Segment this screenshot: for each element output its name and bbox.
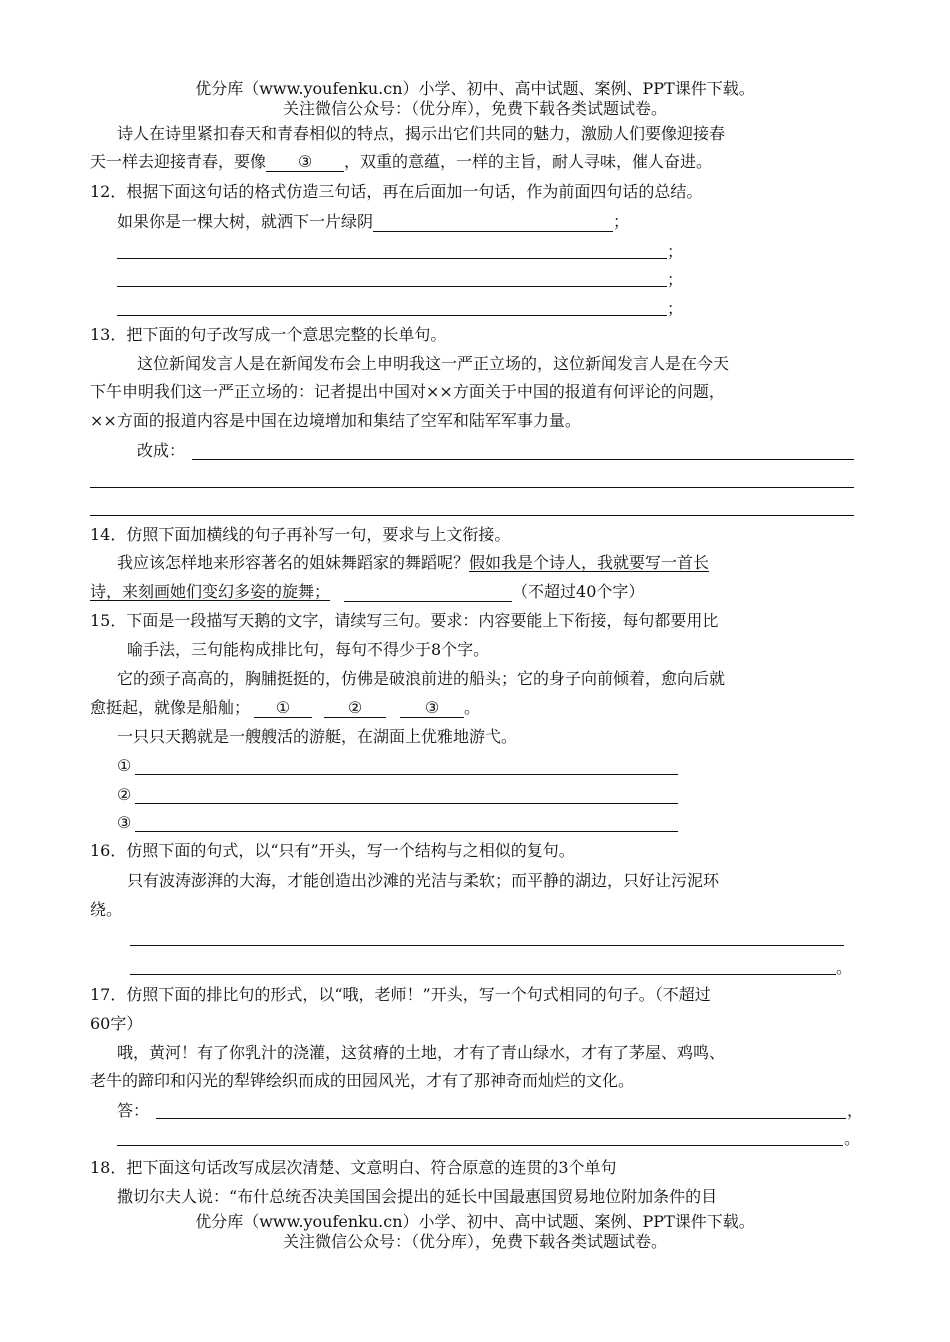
q13-prompt: 13．把下面的句子改写成一个意思完整的长单句。 <box>90 325 447 344</box>
q13-answer-line-3[interactable] <box>90 515 854 516</box>
q12-semicolon-3: ； <box>667 270 684 289</box>
q15-blank-1: ① <box>254 699 312 718</box>
q17-comma: ， <box>847 1101 864 1120</box>
q15-text-3: 一只只天鹅就是一艘艘活的游艇，在湖面上优雅地游弋。 <box>117 727 518 746</box>
q12-answer-line-1[interactable] <box>373 215 613 232</box>
q12-prompt: 12．根据下面这句话的格式仿造三句话，再在后面加一句话，作为前面四句话的总结。 <box>90 182 703 201</box>
q13-answer-line-2[interactable] <box>90 487 854 488</box>
q15-answer-label-1: ① <box>117 756 132 775</box>
q15-text-1: 它的颈子高高的，胸脯挺挺的，仿佛是破浪前进的船头；它的身子向前倾着，愈向后就 <box>117 669 726 688</box>
q13-text-1: 这位新闻发言人是在新闻发布会上申明我这一严正立场的，这位新闻发言人是在今天 <box>137 354 730 373</box>
q13-text-3: ××方面的报道内容是中国在边境增加和集结了空军和陆军军事力量。 <box>90 411 581 430</box>
header-line-2: 关注微信公众号：（优分库），免费下载各类试题试卷。 <box>282 99 667 118</box>
q16-prompt: 16．仿照下面的句式，以“只有”开头，写一个结构与之相似的复句。 <box>90 841 575 860</box>
intro-line-2: 天一样去迎接青春，要像 ③ ，双重的意蕴，一样的主旨，耐人寻味，催人奋进。 <box>90 152 713 171</box>
q17-answer-label: 答： <box>117 1101 150 1120</box>
q12-answer-line-2[interactable] <box>117 258 667 259</box>
intro-line-1: 诗人在诗里紧扣春天和青春相似的特点，揭示出它们共同的魅力，激励人们要像迎接春 <box>117 124 726 143</box>
q16-answer-line-1[interactable] <box>130 945 844 946</box>
q17-answer-line-1[interactable] <box>156 1118 846 1119</box>
q15-prompt-1: 15．下面是一段描写天鹅的文字，请续写三句。要求：内容要能上下衔接，每句都要用比 <box>90 611 719 630</box>
q12-semicolon-4: ； <box>667 299 684 318</box>
q15-answer-line-2[interactable] <box>135 803 678 804</box>
q16-answer-line-2[interactable] <box>130 974 836 975</box>
q16-end-mark: 。 <box>836 958 853 977</box>
q14-answer-line[interactable] <box>344 585 512 602</box>
q15-answer-line-1[interactable] <box>135 774 678 775</box>
q12-example: 如果你是一棵大树，就洒下一片绿阴 ； <box>117 212 630 231</box>
footer-line-2: 关注微信公众号：（优分库），免费下载各类试题试卷。 <box>282 1232 667 1251</box>
q16-text-1: 只有波涛澎湃的大海，才能创造出沙滩的光洁与柔软；而平静的湖边，只好让污泥环 <box>127 871 720 890</box>
q14-underlined-sentence-2: 诗，来刻画她们变幻多姿的旋舞； <box>90 582 331 601</box>
q15-prompt-2: 喻手法，三句能构成排比句，每句不得少于8个字。 <box>127 640 490 659</box>
q13-text-2: 下午申明我们这一严正立场的：记者提出中国对××方面关于中国的报道有何评论的问题， <box>90 382 725 401</box>
q12-semicolon-2: ； <box>667 242 684 261</box>
q17-prompt-2: 60字） <box>90 1014 143 1033</box>
q14-text-2: 诗，来刻画她们变幻多姿的旋舞； （不超过40个字） <box>90 582 645 601</box>
q17-text-2: 老牛的蹄印和闪光的犁铧绘织而成的田园风光，才有了那神奇而灿烂的文化。 <box>90 1071 635 1090</box>
q14-prompt: 14．仿照下面加横线的句子再补写一句，要求与上文衔接。 <box>90 525 511 544</box>
q17-text-1: 哦，黄河！有了你乳汁的浇灌，这贫瘠的土地，才有了青山绿水，才有了茅屋、鸡鸣、 <box>117 1043 726 1062</box>
q15-text-2: 愈挺起，就像是船舢； ① ② ③ 。 <box>90 698 481 717</box>
q13-answer-line-1[interactable] <box>192 459 854 460</box>
footer-line-1: 优分库（www.youfenku.cn）小学、初中、高中试题、案例、PPT课件下载。 <box>195 1212 755 1231</box>
q13-answer-label: 改成： <box>137 441 186 460</box>
q12-answer-line-4[interactable] <box>117 315 667 316</box>
q15-answer-label-3: ③ <box>117 813 132 832</box>
q17-prompt-1: 17．仿照下面的排比句的形式，以“哦，老师！”开头，写一个句式相同的句子。（不超过 <box>90 985 711 1004</box>
q14-underlined-sentence-1: 假如我是个诗人，我就要写一首长 <box>469 553 710 572</box>
header-line-1: 优分库（www.youfenku.cn）小学、初中、高中试题、案例、PPT课件下载。 <box>195 79 755 98</box>
q17-answer-line-2[interactable] <box>117 1145 843 1146</box>
q14-text-1: 我应该怎样地来形容著名的姐妹舞蹈家的舞蹈呢？假如我是个诗人，我就要写一首长 <box>117 553 710 572</box>
q12-answer-line-3[interactable] <box>117 286 667 287</box>
intro-blank: ③ <box>266 153 344 172</box>
q15-answer-line-3[interactable] <box>135 831 678 832</box>
q15-blank-3: ③ <box>400 699 464 718</box>
q15-blank-2: ② <box>324 699 386 718</box>
q18-text-1: 撒切尔夫人说：“布什总统否决美国国会提出的延长中国最惠国贸易地位附加条件的目 <box>117 1187 718 1206</box>
q18-prompt: 18．把下面这句话改写成层次清楚、文意明白、符合原意的连贯的3个单句 <box>90 1158 617 1177</box>
q15-answer-label-2: ② <box>117 785 132 804</box>
q16-text-2: 绕。 <box>90 900 123 919</box>
q17-end-mark: 。 <box>844 1129 861 1148</box>
